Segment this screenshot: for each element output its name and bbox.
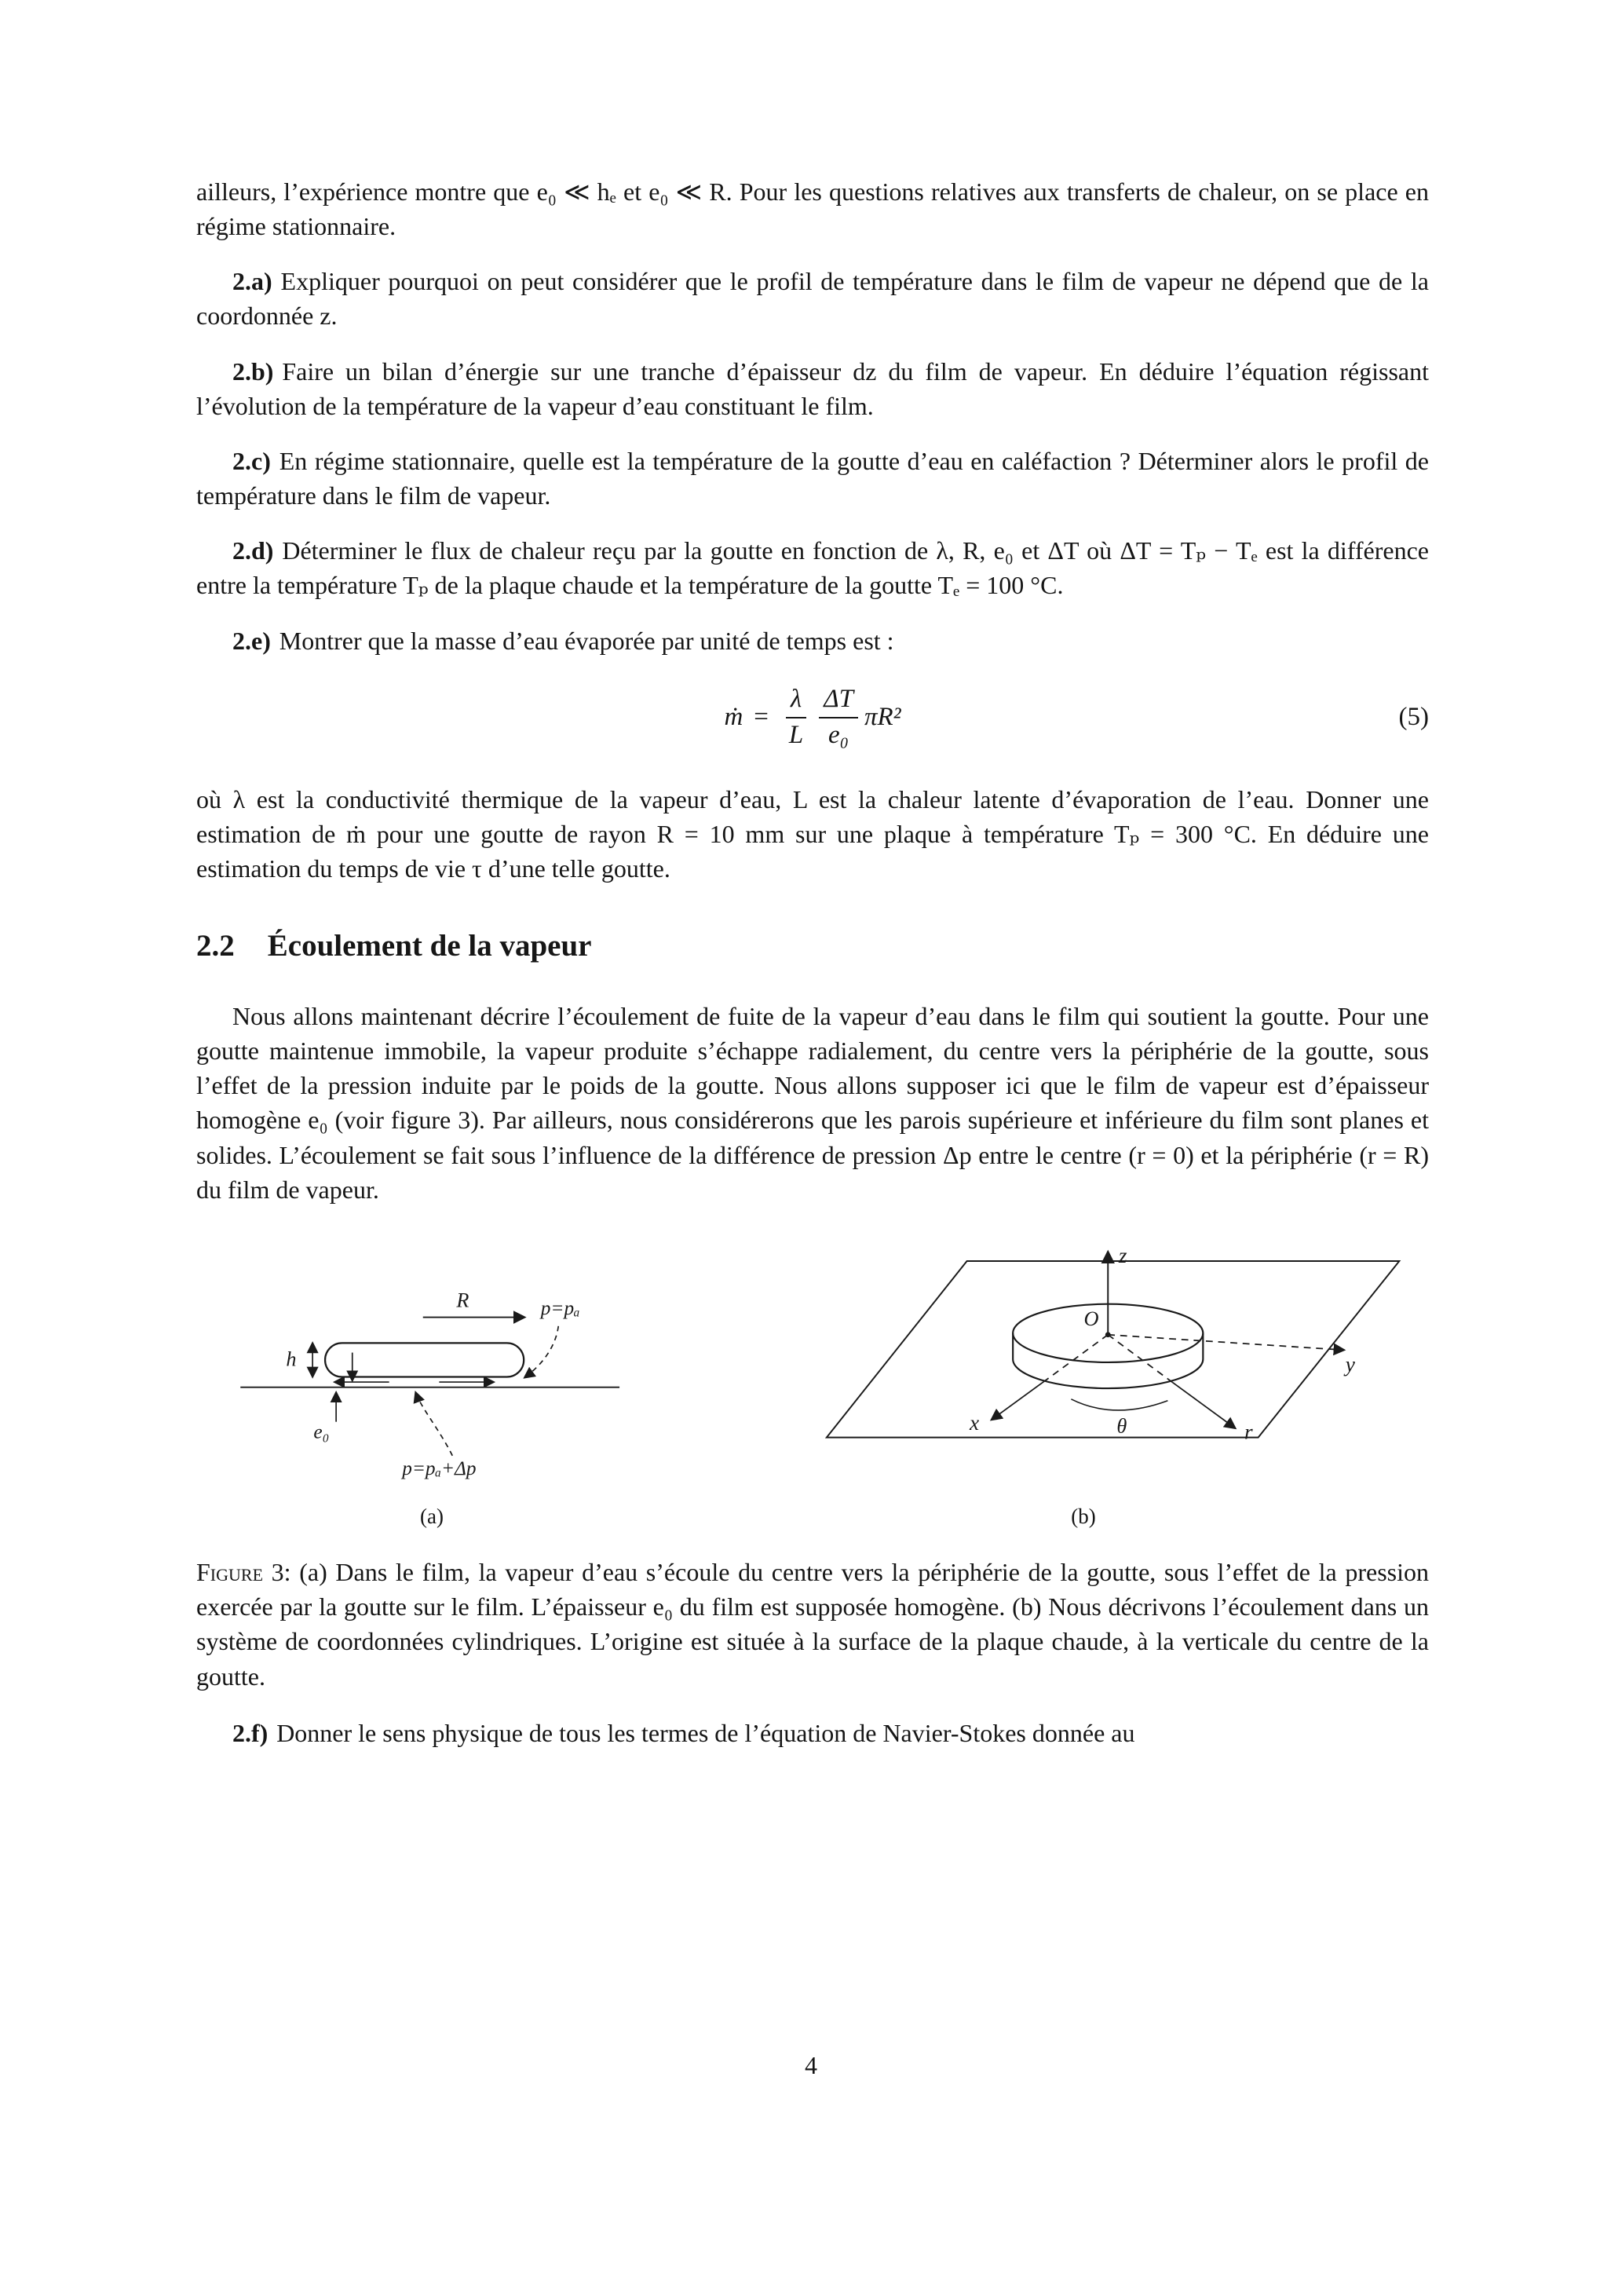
equation-lhs: ṁ — [724, 702, 743, 731]
radius-label: R — [456, 1289, 469, 1312]
question-2e — [196, 623, 1429, 658]
ambient-pressure-pointer — [524, 1326, 558, 1378]
film-thickness-label: e₀ — [313, 1420, 330, 1443]
ambient-pressure-label: p=pₐ — [540, 1296, 580, 1319]
question-2f-label: 2.f) — [232, 1718, 269, 1747]
question-2e-text: Montrer que la masse d’eau évaporée par unité de temps est : — [279, 626, 894, 655]
subfigure-b-label: (b) — [1071, 1504, 1096, 1528]
question-2d-text: Déterminer le flux de chaleur reçu par la goutte en fonction de λ, R, e₀ et ΔT où ΔT = Tₚ − Tₑ est la différence entre la température Tₚ de la plaque chaude et la température de la goutte Tₑ = 100 °C. — [196, 536, 1429, 600]
question-2a — [196, 264, 1429, 333]
y-axis — [1108, 1335, 1344, 1351]
droplet-height-label: h — [286, 1347, 297, 1371]
fraction2-numerator: ΔT — [819, 685, 858, 718]
film-pressure-label: p=pₐ+Δp — [402, 1457, 477, 1479]
equation-rhs: πR² — [864, 702, 901, 731]
subfigure-a — [196, 1229, 667, 1531]
r-axis — [1172, 1382, 1235, 1428]
plane-outline — [827, 1261, 1399, 1438]
coordinate-schematic — [738, 1229, 1429, 1490]
flow-paragraph-text: Nous allons maintenant décrire l’écoulement de fuite de la vapeur d’eau dans le film qui soutient la goutte. Pour une goutte maintenue immobile, la vapeur produite s’échappe radialement, du centre vers la périphérie de la goutte, sous l’effet de la pression induite par le poids de la goutte. Nous allons supposer ici que le film de vapeur est d’épaisseur homogène e₀ (voir figure 3). Par ailleurs, nous considérerons que les parois supérieure et inférieure du film sont planes et solides. L’écoulement se fait sous l’influence de la différence de pression Δp entre le centre (r = 0) et la périphérie (r = R) du film de vapeur. — [196, 1001, 1429, 1204]
question-2f-text: Donner le sens physique de tous les termes de l’équation de Navier-Stokes donnée au — [276, 1718, 1135, 1747]
z-axis-label: z — [1118, 1243, 1127, 1267]
question-2a-text: Expliquer pourquoi on peut considérer que le profil de température dans le film de vapeur ne dépend que de la coordonnée z. — [196, 267, 1429, 331]
question-2f — [196, 1716, 1429, 1750]
intro-text: ailleurs, l’expérience montre que e₀ ≪ hₑ et e₀ ≪ R. Pour les questions relatives aux transferts de chaleur, on se place en régime stationnaire. — [196, 177, 1429, 241]
x-axis — [992, 1380, 1045, 1420]
origin-label: O — [1083, 1307, 1099, 1330]
figure-caption-label: Figure 3: — [196, 1558, 291, 1587]
question-2a-label: 2.a) — [232, 267, 272, 296]
section-number: 2.2 — [196, 929, 235, 963]
fraction1-numerator: λ — [786, 685, 806, 718]
question-2b — [196, 354, 1429, 423]
after-equation-paragraph — [196, 782, 1429, 886]
x-axis-label: x — [970, 1410, 980, 1435]
question-2c — [196, 444, 1429, 513]
figure-caption — [196, 1555, 1429, 1694]
text-column — [196, 174, 1429, 1771]
subfigure-b — [738, 1229, 1429, 1531]
intro-paragraph — [196, 174, 1429, 243]
film-pressure-pointer — [415, 1392, 452, 1456]
question-2c-text: En régime stationnaire, quelle est la température de la goutte d’eau en caléfaction ? Déterminer alors le profil de température dans le film de vapeur. — [196, 446, 1429, 510]
question-2d-label: 2.d) — [232, 536, 274, 565]
figure-3 — [196, 1229, 1429, 1531]
subfigure-a-label: (a) — [420, 1504, 444, 1528]
film-schematic — [196, 1229, 667, 1490]
question-2b-text: Faire un bilan d’énergie sur une tranche d’épaisseur dz du film de vapeur. En déduire l’équation régissant l’évolution de la température de la vapeur d’eau constituant le film. — [196, 356, 1429, 420]
equation-equals: = — [754, 702, 769, 731]
fraction1-denominator: L — [788, 720, 804, 749]
after-equation-text: où λ est la conductivité thermique de la vapeur d’eau, L est la chaleur latente d’évaporation de l’eau. Donner une estimation de ṁ pour une goutte de rayon R = 10 mm sur une plaque à température Tₚ = 300 °C. En déduire une estimation du temps de vie τ d’une telle goutte. — [196, 784, 1429, 883]
page-number: 4 — [805, 2051, 817, 2079]
question-2d — [196, 533, 1429, 602]
question-2b-label: 2.b) — [232, 356, 274, 386]
r-axis-label: r — [1244, 1420, 1253, 1444]
r-axis-hidden — [1108, 1335, 1172, 1383]
equation-5 — [196, 685, 1429, 751]
question-2e-label: 2.e) — [232, 626, 271, 655]
section-heading — [196, 925, 1429, 967]
question-2c-label: 2.c) — [232, 446, 271, 475]
fraction-deltaT-e0 — [819, 685, 858, 751]
section-title: Écoulement de la vapeur — [267, 929, 592, 963]
y-axis-label: y — [1345, 1352, 1355, 1377]
droplet-outline — [325, 1343, 524, 1377]
theta-arc — [1071, 1399, 1167, 1410]
equation-number: (5) — [1398, 702, 1429, 731]
theta-label: θ — [1116, 1414, 1127, 1438]
fraction2-denominator: e₀ — [828, 720, 849, 749]
figure-caption-text: (a) Dans le film, la vapeur d’eau s’écoule du centre vers la périphérie de la goutte, sous l’effet de la pression exercée par la goutte sur le film. L’épaisseur e₀ du film est supposée homogène. (b) Nous décrivons l’écoulement dans un système de coordonnées cylindriques. L’origine est située à la surface de la plaque chaude, à la verticale du centre de la goutte. — [196, 1558, 1430, 1691]
fraction-lambda-L — [786, 685, 806, 751]
flow-paragraph — [196, 999, 1429, 1207]
